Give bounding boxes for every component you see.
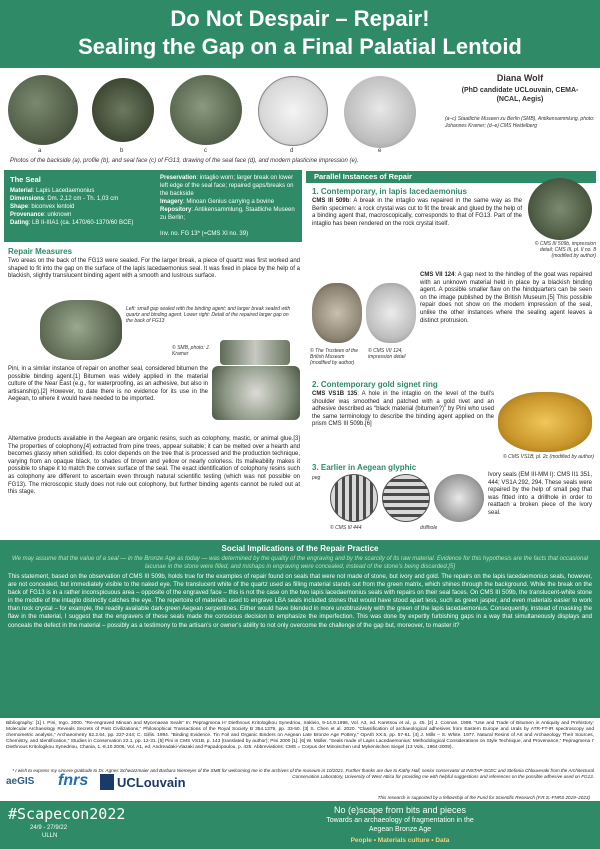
repair-photo-closeup — [212, 366, 300, 420]
repair-figure-caption: Left: small gap sealed with the binding agent; and larger break sealed with quartz and binding agent. Lower right: Detail of the repaired larger gap on the back of FG13 — [126, 306, 291, 324]
cms-vs1b-135-image — [498, 392, 592, 452]
photo-letter-b: b — [120, 148, 124, 154]
ivory-seal-image-1 — [330, 474, 378, 522]
seal-shape: Shape: biconvex lentoid — [10, 204, 75, 210]
photo-a-backside — [8, 75, 78, 145]
parallel-section-1b-text: CMS VII 124: A gap next to the hindleg of the goat was repaired with an unknown material held in place by a blackish binding agent. A possible smaller flaw on the hindquarters can be seen on the image published by the British Museum.[5] This possible repair does not show on the modern impression of the seal, unlike the other instances where the sealing agent leaves a distinct protrusion. — [420, 272, 592, 324]
author-affiliation: (PhD candidate UCLouvain, CEMA-(NCAL, Aegis) — [461, 87, 579, 103]
parallel-heading: Parallel Instances of Repair — [306, 171, 596, 183]
seal-inventory: Inv. no. FG 13* (=CMS XI no. 39) — [160, 231, 249, 237]
cms-vii-124-impression — [366, 283, 416, 343]
social-heading: Social Implications of the Repair Practice — [221, 544, 379, 553]
ivory-seal-image-3 — [434, 474, 484, 522]
cms-vii-124-photo — [312, 283, 362, 343]
parallel-section-3-title: 3. Earlier in Aegean glyphic — [312, 463, 417, 472]
parallel-section-1-title: 1. Contemporary, in lapis lacedaemonius — [312, 187, 468, 196]
footer-title-1: No (e)scape from bits and pieces — [333, 805, 467, 815]
conference-hashtag: #Scapecon2022 — [8, 805, 126, 823]
uclouvain-logo-mark — [100, 774, 114, 790]
cms-vii-124-credit-b: © CMS VII 124, impression detail — [368, 348, 406, 360]
seal-heading: The Seal — [10, 175, 41, 184]
cms-vii-124-credit-a: © The Trustees of the British Museum (modified by author) — [310, 348, 359, 366]
repair-paragraph-3: Alternative products available in the Aegean are organic resins, such as colophony, mastic, or animal glue.[3] The properties of colophony,[4] extracted from pine trees, appear suitable; it can be melted over a hearth and becomes glassy when solidified. Its color depends on the tree that is processed and the production technique, varying from an opaque black, to shades of brown and yellow or nearly colorless. Its malleability makes it possible to shape it to match the convex surface of the seal. The exact identification of colophony resins such as colophony are different to ascertain even through natural scientific testing (which was not possible on FG13). The microscopic study does not rule out colophony, but further binding agents cannot be ruled out at this stage. — [8, 436, 300, 496]
footer — [0, 801, 600, 849]
social-text: This statement, based on the observation of CMS III 509b, holds true for the examples of repair found on seals that were not made of stone, but ivory and gold. The repairs on the lapis lacedaemonius seals, however, are not concealed, but immediately visible to the naked eye. The translucent white of the quartz used as filling material stands out from the green matrix, which shines through the background. While the break on the back of FG13 is in a rather inconspicuous area – opposite of the engraved face – this is not the case on the two lapis lacedaemonius seals with repairs on their seal faces. On CMS III 509b, the translucent-white stone in the middle of the intaglio distinctly catches the eye. The repertoire of materials used to engrave LBA seals included stones that would have stood apart less, such as green jasper, and even materials easier to work than rock crystal – for example, the readily available dark-green Aegean serpentines. Either would have blended in more unobtrusively with the green of the lapis lacedaemonius. Consequently, instead of masking the flaw in the material, I suggest that the engravers of these seals made the conscious decision to emphasize the imperfection. This was done by expertly furbishing gaps in a way that simultaneously displays and conceals the defect in the material – possibly as a testimony to the artisan’s or owner’s ability to not only overcome the challenge of the gap but, moreover, to master it? — [8, 573, 592, 629]
poster-title-line2: Sealing the Gap on a Final Palatial Lentoid — [78, 34, 522, 59]
ivory-drillhole-label: drillhole — [420, 525, 438, 531]
poster-title-line1: Do Not Despair – Repair! — [170, 6, 430, 31]
fnrs-logo: fnrs — [58, 772, 89, 789]
seal-material: Material: Lapis Lacedaemonius — [10, 188, 95, 194]
seal-repository: Repository: Antikensammlung, Staatliche Museen zu Berlin; — [160, 207, 295, 221]
photo-letter-e: e — [378, 148, 382, 154]
photo-letter-a: a — [38, 148, 42, 154]
repair-photo-detail — [220, 340, 290, 365]
photo-e-impression — [344, 76, 416, 148]
conference-dates: 24/9 - 27/9/22 — [30, 825, 68, 831]
photo-letter-d: d — [290, 148, 294, 154]
repair-paragraph-2: Pini, in a similar instance of repair on another seal, considered bitumen the possible binding agent.[1] Bitumen was widely applied in the material culture of the Near East (e.g., for waterproofing, as an adhesive, but also in artisanship).[2] However, to date there is no evidence for its use in the Aegean, to where it would have needed to be imported. — [8, 366, 208, 403]
photo-letter-c: c — [204, 148, 207, 154]
ivory-seal-image-2 — [382, 474, 430, 522]
title-bar — [0, 0, 600, 68]
seal-dating: Dating: LB II-IIIA1 (ca. 1470/60-1370/60 BCE) — [10, 220, 134, 226]
repair-photo-back — [40, 300, 122, 360]
parallel-section-2-title: 2. Contemporary gold signet ring — [312, 380, 438, 389]
cms-iii-509b-credit: © CMS III 509b, impression detail; CMS III, pl. II no. 8 (modified by author) — [534, 241, 596, 259]
footer-tags: People • Materials culture • Data — [350, 837, 450, 844]
seal-dimensions: Dimensions: Dm. 2,12 cm - Th. 1,03 cm — [10, 196, 119, 202]
parallel-section-3-text: Ivory seals (EM III-MM I): CMS II1 351, 444; VS1A 292, 294. These seals were repaired by the help of small peg that was fitted into a drillhole in order to reattach a broken piece of the ivory seal. — [488, 472, 592, 516]
parallel-section-1-text: CMS III 509b: A break in the intaglio was repaired in the same way as the Berlin specimen: a rock crystal was cut to fit the break and glued by the help of a binding agent that, macroscopically, corresponds to that of FG13. Part of the intaglio has been rendered on the rock crystal itself. — [312, 198, 522, 227]
photo-credit: (a–c) Staatliche Museen zu Berlin (SMB), Antikensammlung, photo: Johannes Kramer; (d–e) CMS Heidelberg — [445, 116, 595, 129]
social-implications-section — [0, 540, 600, 718]
footer-title-3: Aegean Bronze Age — [368, 826, 432, 833]
social-highlight: We may assume that the value of a seal — in the Bronze Age as today — was determined by the quality of the engraving and by the scarcity of its raw material. Evidence for this hypothesis are the facts that occasional lacunae in the stone were filled, and mishaps in engraving were concealed, instead of the stone’s being discarded.[5] — [12, 556, 588, 570]
photo-b-profile — [92, 78, 154, 142]
author-name: Diana Wolf — [496, 73, 544, 83]
seal-info-box — [4, 170, 302, 242]
parallel-section-2-text: CMS VS1B 135: A hole in the intaglio on the level of the bull’s shoulder was smoothed and patched with a gold rivet and an adhesive described as “black material (bitumen?)” by Pini who used the same terminology to describe the binding agent applied on the prism CMS III 509b.[6] — [312, 391, 494, 428]
repair-figure-credit: © SMB, photo: J. Kramer — [172, 345, 210, 357]
footer-title-2: Towards an archaeology of fragmentation in the — [326, 817, 474, 824]
seal-provenance: Provenance: unknown — [10, 212, 72, 218]
seal-preservation: Preservation: intaglio worn; larger break on lower left edge of the seal face; repaired gaps/breaks on the backside — [160, 175, 294, 197]
acknowledgements: * I wish to express my sincere gratitude to Dr. Agnes Schwarzmaier and Barbara Niemeyer of the SMB for welcoming me in the archives of the museum in 10/2021. Further thanks are due to Kathy Hall, senior conservator at INSTAP-SCEC and Stefania Chlouveraki from the Architectural Conservation Laboratory, University of West Attica for providing me with helpful suggestions and references on the possible adhesive used on FG13. — [12, 768, 594, 779]
cms-iii-509b-image — [528, 178, 592, 240]
conference-place: ULLN — [42, 833, 58, 839]
repair-paragraph-1: Two areas on the back of the FG13 were sealed. For the larger break, a piece of quartz was first worked and shaped to fit into the gap on the surface of the lapis lacedaemonius seal. It was fixed in place by the help of a blackish, slightly translucent binding agent with a smooth and lustrous surface. — [8, 258, 300, 280]
seal-imagery: Imagery: Minoan Genius carrying a bovine — [160, 199, 275, 205]
aegis-logo: aeGIS — [6, 776, 35, 787]
ivory-peg-label: peg — [312, 475, 321, 481]
photo-d-drawing — [258, 76, 328, 146]
photo-caption: Photos of the backside (a), profile (b), and seal face (c) of FG13, drawing of the seal face (d), and modern plasticine impression (e). — [10, 158, 359, 164]
repair-heading: Repair Measures — [8, 247, 73, 256]
research-note: This research is supported by a fellowship of the Fund for Scientific Research (F.R.S.-FNRS 2019–2023) — [377, 795, 590, 800]
cms-vs1b-135-credit: © CMS VS1B, pl. 2c (modified by author) — [503, 454, 594, 460]
bibliography: Bibliography: [1] I. Pini, Ingo. 2000. “Re-engraved Minoan and Mycenaean Seals” In: Pepragmena H’ Diethnous Kritologikou Synedriou, Irakleio, 9-14.9.1996, Vol. A3, ed. Karetsou et al., p. 45. [2] J. Connan. 1999. “Use and Trade of Bitumen in Antiquity and Prehistory: Molecular Archaeology Reveals Secrets of Past Civilizations,” Philosophical Transactions of the Royal Society B 354.1379, pp. 33-50. [3] S. Chen et al. 2020. “Classification of archaeological adhesives from Eastern Europe and Urals by ATR-FT-IR spectroscopy and chemometric analysis,” Archaeometry 62.2.64, pp. 227-244; C. Gillis. 1994. “Binding Evidence. Tin Foil and Organic Binders on Aegean Late Bronze Age Pottery,” OpAth XX.5, pp. 57-61. [4] J. Mills – S. White. 1977. Natural Resins of Art and Archaeology Their Sources, Chemistry, and Identification,” Studies in Conservation 22.1, pp. 12-31. [5] Pini in CMS VS1B, p. 143 (translated by author); Pini 2000 [1]. [6] W. Müller. “Seals made of Lapis Lacedaemonius: Methodological Considerations on Style Technique, and Provenance,” Pepragmena I’ Diethnous Kritologikou Synedriou, Chania, 1.-8.10.2006, Vol. A1, ed. Andreadaki-Vlazaki and Papadopoulou, p. 425. Abbreviations: CMS = Corpus der Minoischen und Mykenischen Siegel (13 Vols., 1964-2009). — [6, 721, 594, 750]
photo-c-seal-face — [170, 75, 242, 145]
ivory-seal-credit: © CMS III 444 — [330, 525, 362, 531]
uclouvain-logo: UCLouvain — [117, 775, 186, 790]
